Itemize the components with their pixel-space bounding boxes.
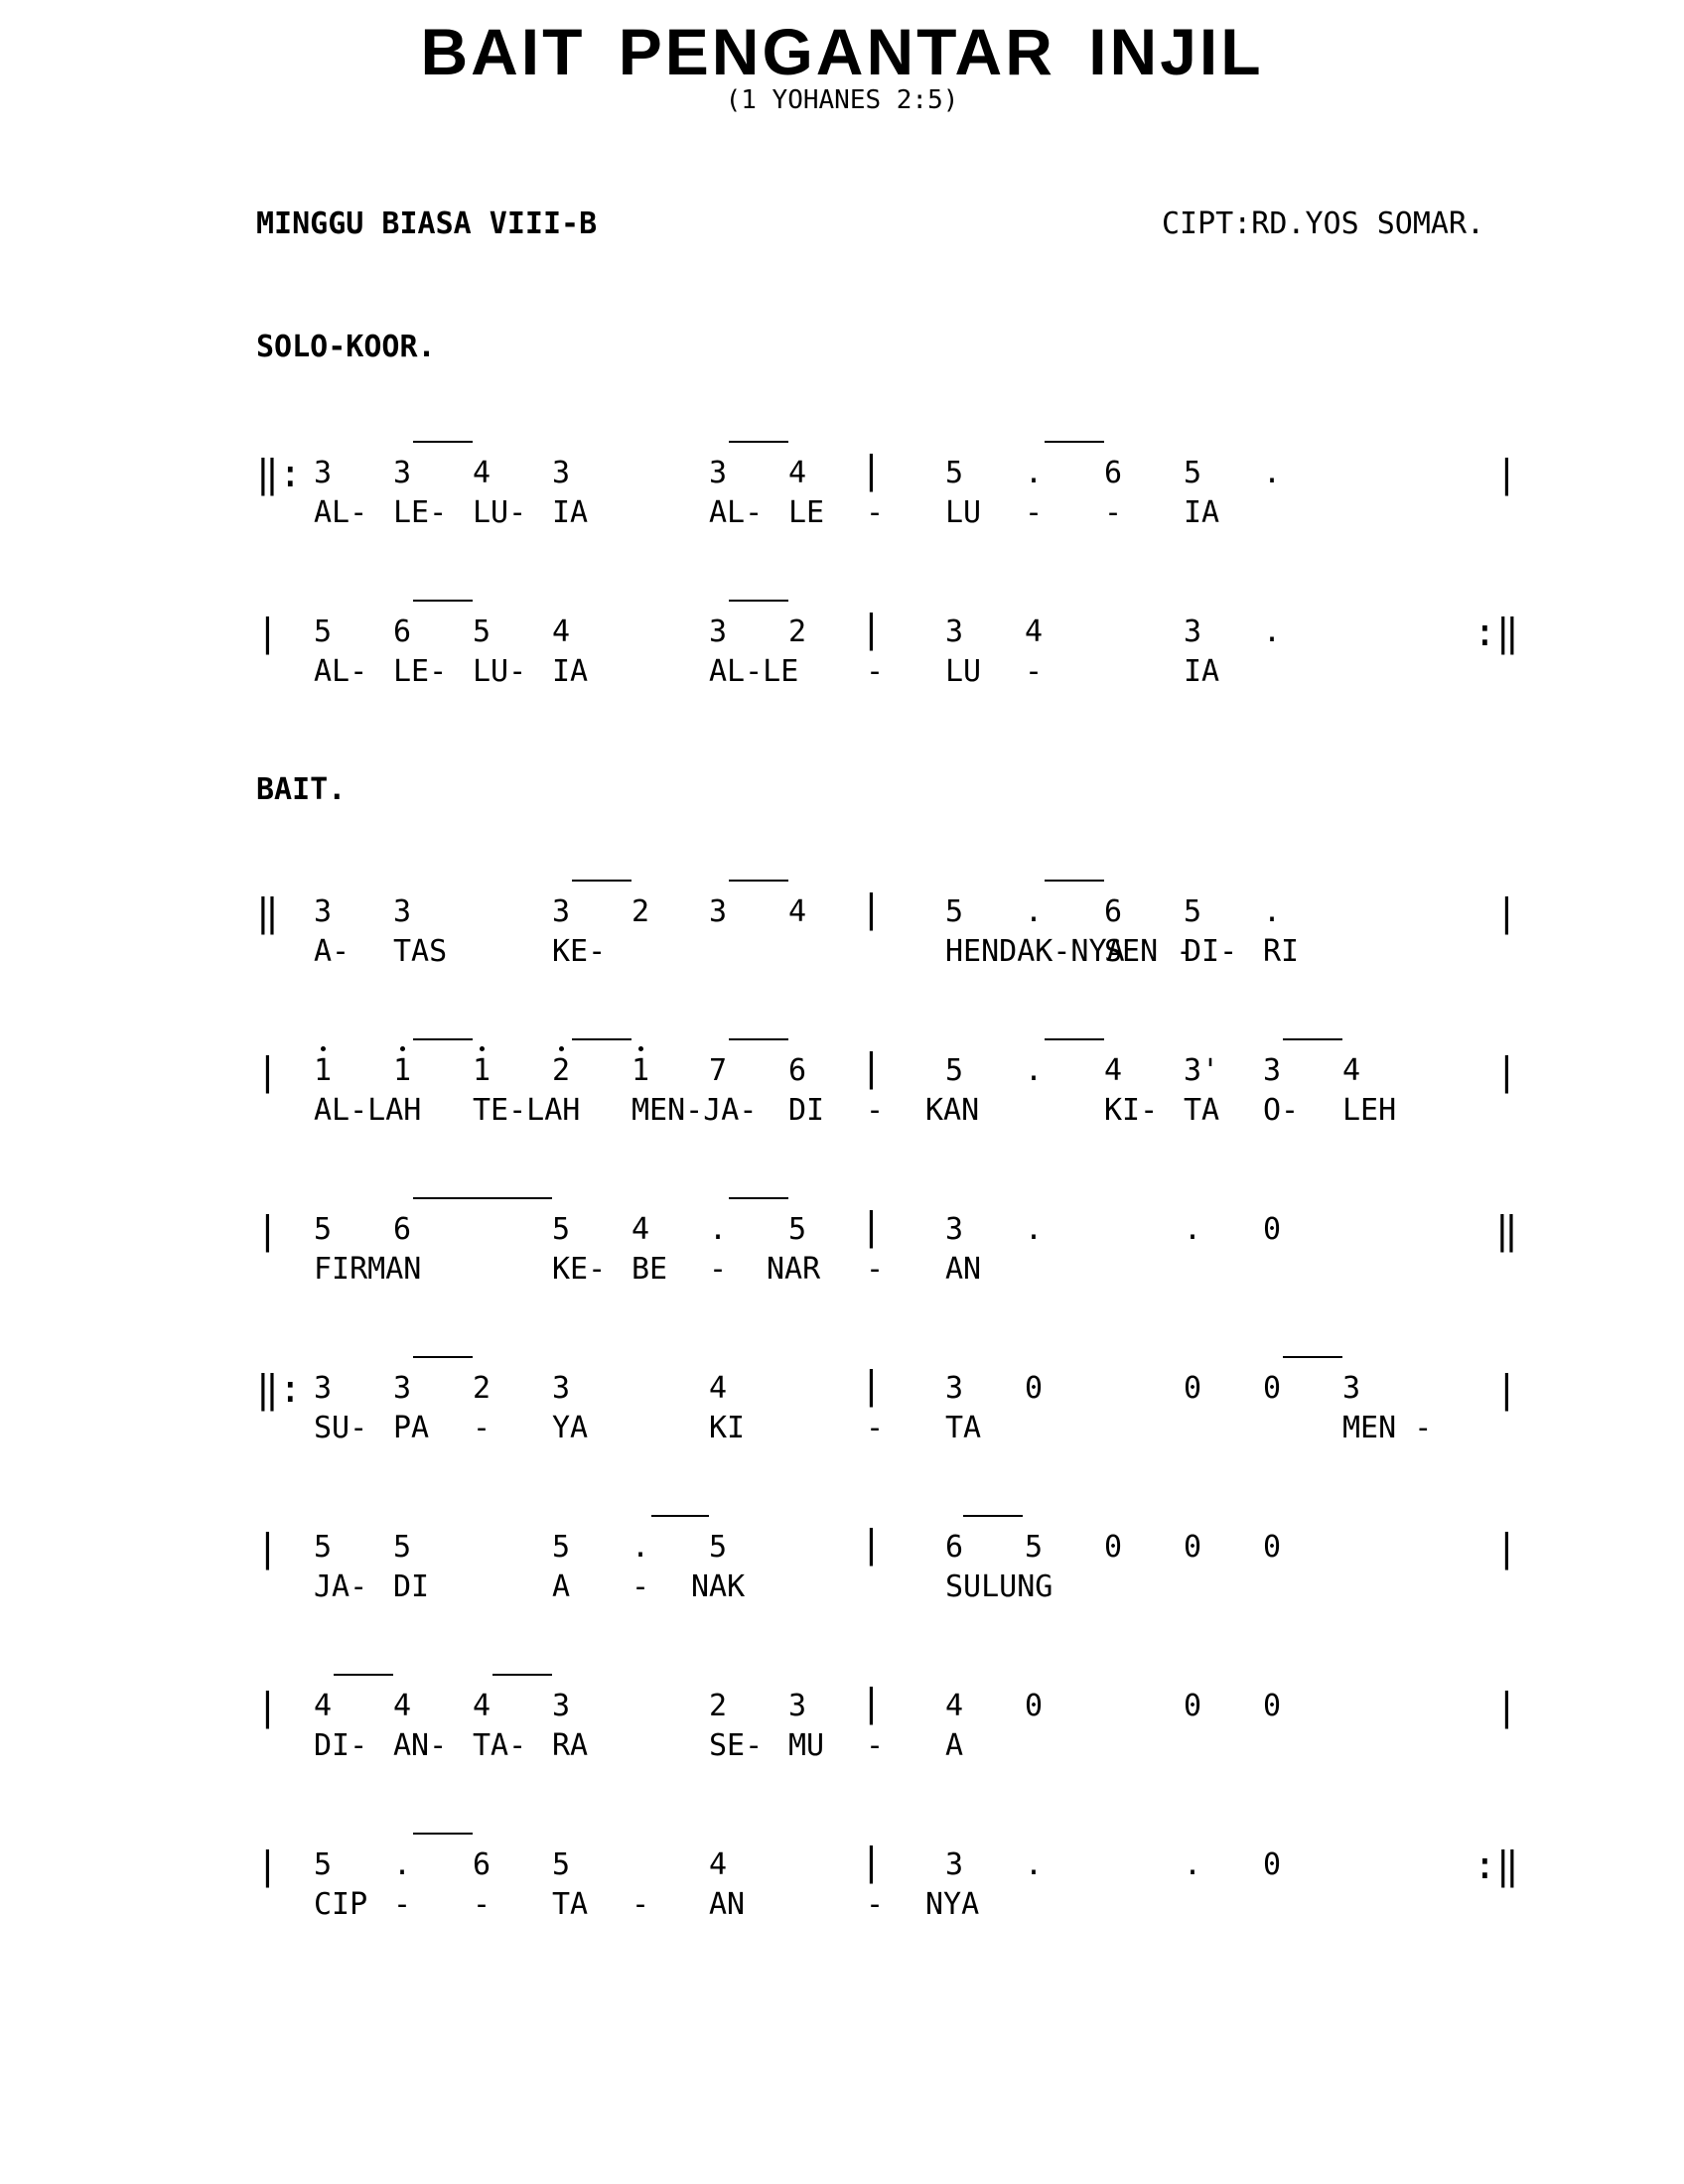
lyric-syllable: NAR xyxy=(767,1252,821,1287)
note: . xyxy=(1263,456,1282,490)
lyric-syllable: LU- xyxy=(473,654,527,689)
note: 1 xyxy=(393,1053,412,1088)
beam-line xyxy=(1045,441,1104,443)
start-barline: | xyxy=(256,1526,279,1570)
lyric-syllable: FIRMAN xyxy=(314,1252,422,1287)
lyric-syllable: TA xyxy=(945,1411,982,1445)
beam-line xyxy=(729,600,788,602)
note: 4 xyxy=(552,614,571,649)
note: 3 xyxy=(314,894,333,929)
note: 4 xyxy=(709,1847,728,1882)
lyric-syllable: LE xyxy=(788,495,825,530)
note: 5 xyxy=(314,614,333,649)
lyric-syllable: KAN xyxy=(925,1093,980,1128)
lyric-syllable: - xyxy=(632,1887,650,1922)
end-barline: :‖ xyxy=(1474,1843,1519,1887)
note: 5 xyxy=(945,456,964,490)
lyric-syllable: AL-LAH xyxy=(314,1093,422,1128)
lyric-syllable: - xyxy=(1025,654,1044,689)
note: 7 xyxy=(709,1053,728,1088)
lyric-syllable: CIP xyxy=(314,1887,368,1922)
lyric-syllable: DI- xyxy=(1184,934,1238,969)
end-barline: | xyxy=(1495,452,1518,495)
lyric-syllable: - xyxy=(473,1411,491,1445)
lyric-syllable: - xyxy=(632,1570,650,1604)
note: 4 xyxy=(788,894,807,929)
note: . xyxy=(709,1212,728,1247)
lyric-syllable: KI xyxy=(709,1411,746,1445)
measure-barline: | xyxy=(860,1045,883,1089)
lyric-syllable: - xyxy=(1104,495,1123,530)
note: 3 xyxy=(393,1371,412,1406)
lyric-syllable: IA xyxy=(552,495,589,530)
beam-line xyxy=(492,1674,552,1676)
note: 4 xyxy=(709,1371,728,1406)
lyric-syllable: SEN - xyxy=(1104,934,1194,969)
beam-line xyxy=(413,1833,473,1835)
note: 3 xyxy=(1342,1371,1361,1406)
lyric-syllable: HENDAK-NYA xyxy=(945,934,1125,969)
lyric-syllable: LE- xyxy=(393,654,448,689)
notation-line xyxy=(0,1363,1684,1459)
lyric-syllable: IA xyxy=(1184,495,1220,530)
lyric-syllable: - xyxy=(866,1093,885,1128)
lyric-syllable: LU xyxy=(945,654,982,689)
notation-line xyxy=(0,607,1684,703)
note: 5 xyxy=(1184,456,1202,490)
note: 1 xyxy=(632,1053,650,1088)
note: 4 xyxy=(314,1689,333,1723)
end-barline: | xyxy=(1495,1049,1518,1093)
end-barline: | xyxy=(1495,1685,1518,1728)
note: 3 xyxy=(709,894,728,929)
note: 3' xyxy=(1184,1053,1220,1088)
note: 0 xyxy=(1263,1212,1282,1247)
lyric-syllable: IA xyxy=(552,654,589,689)
beam-line xyxy=(729,441,788,443)
note: 0 xyxy=(1184,1689,1202,1723)
lyric-syllable: LEH xyxy=(1342,1093,1397,1128)
notation-line xyxy=(0,1681,1684,1777)
measure-barline: | xyxy=(860,1522,883,1566)
note: 3 xyxy=(314,456,333,490)
note: 3 xyxy=(945,1847,964,1882)
lyric-syllable: LE- xyxy=(393,495,448,530)
beam-line xyxy=(413,600,473,602)
beam-line xyxy=(1045,880,1104,882)
octave-dot xyxy=(480,1046,485,1051)
lyric-syllable: - xyxy=(866,1252,885,1287)
note: 5 xyxy=(1184,894,1202,929)
lyric-syllable: TA xyxy=(1184,1093,1220,1128)
beam-line xyxy=(413,1356,473,1358)
note: . xyxy=(632,1530,650,1565)
lyric-syllable: LU- xyxy=(473,495,527,530)
measure-barline: | xyxy=(860,1363,883,1407)
note: 3 xyxy=(1263,1053,1282,1088)
lyric-syllable: DI xyxy=(393,1570,430,1604)
note: . xyxy=(1263,614,1282,649)
lyric-syllable: AL- xyxy=(314,654,368,689)
lyric-syllable: A- xyxy=(314,934,351,969)
liturgical-occasion: MINGGU BIASA VIII-B xyxy=(256,206,598,241)
beam-line xyxy=(1045,1038,1104,1040)
lyric-syllable: MEN-JA- xyxy=(632,1093,758,1128)
note: . xyxy=(1025,456,1044,490)
start-barline: | xyxy=(256,1208,279,1252)
start-barline: | xyxy=(256,1843,279,1887)
note: . xyxy=(1025,1212,1044,1247)
lyric-syllable: - xyxy=(709,1252,728,1287)
lyric-syllable: - xyxy=(866,1887,885,1922)
note: 5 xyxy=(788,1212,807,1247)
note: 0 xyxy=(1263,1371,1282,1406)
note: 2 xyxy=(632,894,650,929)
lyric-syllable: - xyxy=(473,1887,491,1922)
beam-line xyxy=(572,880,632,882)
end-barline: :‖ xyxy=(1474,611,1519,654)
note: 4 xyxy=(393,1689,412,1723)
note: . xyxy=(1184,1212,1202,1247)
note: 0 xyxy=(1184,1530,1202,1565)
lyric-syllable: AL-LE xyxy=(709,654,799,689)
note: 4 xyxy=(788,456,807,490)
lyric-syllable: - xyxy=(866,1411,885,1445)
lyric-syllable: JA- xyxy=(314,1570,368,1604)
note: 0 xyxy=(1263,1530,1282,1565)
lyric-syllable: KE- xyxy=(552,934,607,969)
lyric-syllable: TE-LAH xyxy=(473,1093,581,1128)
note: 4 xyxy=(632,1212,650,1247)
note: 0 xyxy=(1263,1847,1282,1882)
notation-line xyxy=(0,1204,1684,1300)
note: 4 xyxy=(1025,614,1044,649)
note: 3 xyxy=(945,1371,964,1406)
note: 5 xyxy=(314,1530,333,1565)
lyric-syllable: TA xyxy=(552,1887,589,1922)
page-title: BAIT PENGANTAR INJIL xyxy=(420,15,1264,88)
note: 5 xyxy=(552,1530,571,1565)
lyric-syllable: - xyxy=(393,1887,412,1922)
note: 0 xyxy=(1104,1530,1123,1565)
note: 3 xyxy=(552,456,571,490)
note: 5 xyxy=(1025,1530,1044,1565)
note: 3 xyxy=(945,1212,964,1247)
lyric-syllable: - xyxy=(1025,495,1044,530)
note: 5 xyxy=(552,1212,571,1247)
note: 5 xyxy=(473,614,491,649)
end-barline: | xyxy=(1495,1526,1518,1570)
note: . xyxy=(1184,1847,1202,1882)
note: 4 xyxy=(1104,1053,1123,1088)
octave-dot xyxy=(638,1046,643,1051)
beam-line xyxy=(413,441,473,443)
lyric-syllable: KE- xyxy=(552,1252,607,1287)
lyric-syllable: KI- xyxy=(1104,1093,1159,1128)
lyric-syllable: - xyxy=(866,654,885,689)
beam-line xyxy=(963,1515,1023,1517)
note: 3 xyxy=(552,1689,571,1723)
beam-line xyxy=(1283,1356,1342,1358)
notation-line xyxy=(0,448,1684,544)
notation-line xyxy=(0,887,1684,983)
notation-line xyxy=(0,1045,1684,1142)
note: 5 xyxy=(552,1847,571,1882)
note: 0 xyxy=(1025,1689,1044,1723)
lyric-syllable: TAS xyxy=(393,934,448,969)
beam-line xyxy=(729,1197,788,1199)
note: 5 xyxy=(945,1053,964,1088)
note: 6 xyxy=(788,1053,807,1088)
note: 2 xyxy=(788,614,807,649)
lyric-syllable: MEN - xyxy=(1342,1411,1433,1445)
lyric-syllable: SULUNG xyxy=(945,1570,1053,1604)
lyric-syllable: O- xyxy=(1263,1093,1300,1128)
lyric-syllable: AL- xyxy=(314,495,368,530)
note: . xyxy=(1263,894,1282,929)
beam-line xyxy=(413,1038,473,1040)
lyric-syllable: A xyxy=(552,1570,571,1604)
note: 4 xyxy=(945,1689,964,1723)
octave-dot xyxy=(321,1046,326,1051)
measure-barline: | xyxy=(860,1840,883,1883)
lyric-syllable: IA xyxy=(1184,654,1220,689)
lyric-syllable: YA xyxy=(552,1411,589,1445)
note: 1 xyxy=(473,1053,491,1088)
start-barline: | xyxy=(256,1049,279,1093)
lyric-syllable: AN- xyxy=(393,1728,448,1763)
note: 0 xyxy=(1263,1689,1282,1723)
section-label: SOLO-KOOR. xyxy=(256,330,436,364)
note: . xyxy=(1025,1847,1044,1882)
note: 0 xyxy=(1025,1371,1044,1406)
lyric-syllable: PA xyxy=(393,1411,430,1445)
note: 6 xyxy=(945,1530,964,1565)
lyric-syllable: RA xyxy=(552,1728,589,1763)
note: 6 xyxy=(1104,894,1123,929)
note: . xyxy=(1025,1053,1044,1088)
measure-barline: | xyxy=(860,607,883,650)
lyric-syllable: LU xyxy=(945,495,982,530)
note: 0 xyxy=(1184,1371,1202,1406)
note: 2 xyxy=(709,1689,728,1723)
note: 5 xyxy=(393,1530,412,1565)
note: 6 xyxy=(1104,456,1123,490)
measure-barline: | xyxy=(860,887,883,930)
lyric-syllable: A xyxy=(945,1728,964,1763)
lyric-syllable: SU- xyxy=(314,1411,368,1445)
note: 4 xyxy=(473,1689,491,1723)
notation-line xyxy=(0,1522,1684,1618)
lyric-syllable: - xyxy=(866,495,885,530)
octave-dot xyxy=(400,1046,405,1051)
start-barline: ‖: xyxy=(256,452,302,495)
note: 3 xyxy=(1184,614,1202,649)
note: 4 xyxy=(473,456,491,490)
note: 3 xyxy=(788,1689,807,1723)
note: 2 xyxy=(473,1371,491,1406)
lyric-syllable: AN xyxy=(709,1887,746,1922)
note: 5 xyxy=(709,1530,728,1565)
note: 6 xyxy=(473,1847,491,1882)
beam-line xyxy=(729,880,788,882)
note: 3 xyxy=(552,894,571,929)
lyric-syllable: MU xyxy=(788,1728,825,1763)
measure-barline: | xyxy=(860,1204,883,1248)
start-barline: | xyxy=(256,1685,279,1728)
lyric-syllable: SE- xyxy=(709,1728,764,1763)
start-barline: | xyxy=(256,611,279,654)
beam-line xyxy=(1283,1038,1342,1040)
start-barline: ‖: xyxy=(256,1367,302,1411)
note: 5 xyxy=(314,1847,333,1882)
note: 3 xyxy=(709,614,728,649)
note: 3 xyxy=(552,1371,571,1406)
lyric-syllable: AN xyxy=(945,1252,982,1287)
start-barline: ‖ xyxy=(256,890,279,934)
octave-dot xyxy=(559,1046,564,1051)
lyric-syllable: DI xyxy=(788,1093,825,1128)
end-barline: ‖ xyxy=(1495,1208,1518,1252)
measure-barline: | xyxy=(860,1681,883,1724)
beam-line xyxy=(651,1515,709,1517)
measure-barline: | xyxy=(860,448,883,491)
lyric-syllable: - xyxy=(866,1728,885,1763)
end-barline: | xyxy=(1495,1367,1518,1411)
lyric-syllable: NAK xyxy=(691,1570,746,1604)
note: 3 xyxy=(393,894,412,929)
note: . xyxy=(393,1847,412,1882)
beam-line xyxy=(572,1038,632,1040)
beam-line xyxy=(334,1674,393,1676)
note: 6 xyxy=(393,614,412,649)
section-label: BAIT. xyxy=(256,772,347,807)
composer-credit: CIPT:RD.YOS SOMAR. xyxy=(1162,206,1485,241)
note: 3 xyxy=(945,614,964,649)
note: 6 xyxy=(393,1212,412,1247)
lyric-syllable: DI- xyxy=(314,1728,368,1763)
scripture-reference: (1 YOHANES 2:5) xyxy=(725,85,959,115)
lyric-syllable: AL- xyxy=(709,495,764,530)
beam-line xyxy=(413,1197,552,1199)
note: 1 xyxy=(314,1053,333,1088)
lyric-syllable: TA- xyxy=(473,1728,527,1763)
lyric-syllable: RI xyxy=(1263,934,1300,969)
note: 3 xyxy=(709,456,728,490)
end-barline: | xyxy=(1495,890,1518,934)
lyric-syllable: BE xyxy=(632,1252,668,1287)
note: 3 xyxy=(314,1371,333,1406)
note: . xyxy=(1025,894,1044,929)
beam-line xyxy=(729,1038,788,1040)
notation-line xyxy=(0,1840,1684,1936)
lyric-syllable: NYA xyxy=(925,1887,980,1922)
note: 5 xyxy=(945,894,964,929)
note: 2 xyxy=(552,1053,571,1088)
note: 4 xyxy=(1342,1053,1361,1088)
note: 3 xyxy=(393,456,412,490)
note: 5 xyxy=(314,1212,333,1247)
